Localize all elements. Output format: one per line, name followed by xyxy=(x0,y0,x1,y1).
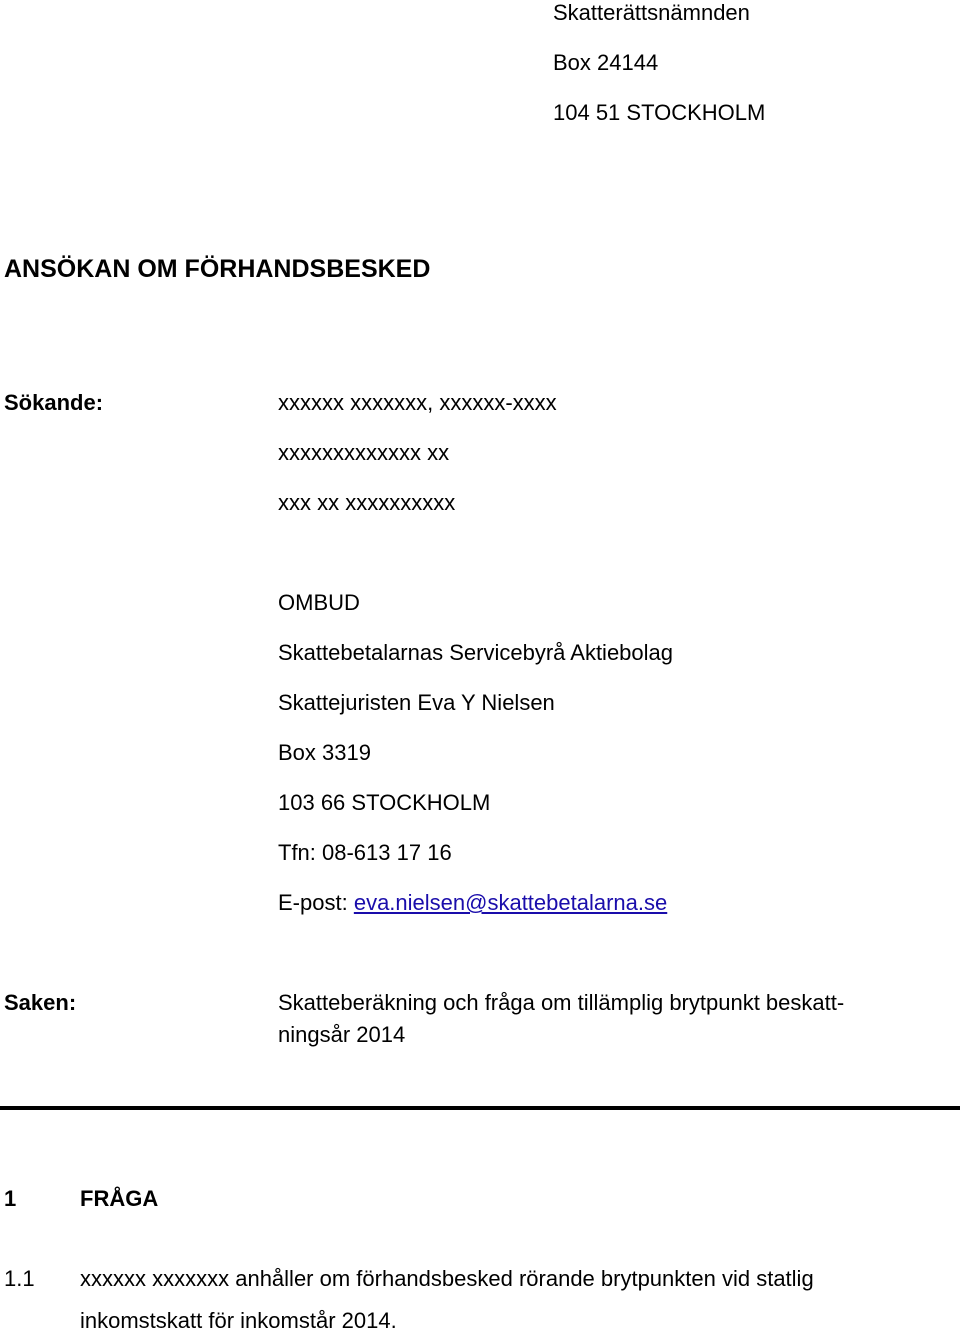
agent-email-link[interactable]: eva.nielsen@skattebetalarna.se xyxy=(353,890,668,915)
question-line-1: xxxxxx xxxxxxx anhåller om förhandsbesked rörande brytpunkten vid statlig xyxy=(80,1266,814,1291)
recipient-box: Box 24144 xyxy=(553,50,659,75)
agent-company: Skattebetalarnas Servicebyrå Aktiebolag xyxy=(278,640,674,665)
agent-email-label: E-post: xyxy=(278,890,348,915)
section-title: FRÅGA xyxy=(80,1186,159,1211)
agent-phone: Tfn: 08-613 17 16 xyxy=(278,840,452,865)
applicant-line-2: xxxxxxxxxxxxx xx xyxy=(278,440,450,465)
section-divider xyxy=(0,1106,960,1110)
agent-person: Skattejuristen Eva Y Nielsen xyxy=(278,690,555,715)
question-line-2: inkomstskatt för inkomstår 2014. xyxy=(80,1308,397,1333)
applicant-label: Sökande: xyxy=(4,390,104,415)
recipient-city: 104 51 STOCKHOLM xyxy=(553,100,766,125)
agent-city: 103 66 STOCKHOLM xyxy=(278,790,491,815)
agent-heading: OMBUD xyxy=(278,590,360,615)
applicant-line-3: xxx xx xxxxxxxxxx xyxy=(278,490,456,515)
matter-line-2: ningsår 2014 xyxy=(278,1022,406,1047)
applicant-line-1: xxxxxx xxxxxxx, xxxxxx-xxxx xyxy=(278,390,557,415)
matter-label: Saken: xyxy=(4,990,77,1015)
agent-box: Box 3319 xyxy=(278,740,371,765)
agent-email-row xyxy=(278,890,667,916)
section-number: 1 xyxy=(4,1186,17,1211)
document-title: ANSÖKAN OM FÖRHANDSBESKED xyxy=(4,255,431,283)
matter-line-1: Skatteberäkning och fråga om tillämplig brytpunkt beskatt- xyxy=(278,990,845,1015)
question-number: 1.1 xyxy=(4,1266,35,1291)
recipient-name: Skatterättsnämnden xyxy=(553,0,750,25)
